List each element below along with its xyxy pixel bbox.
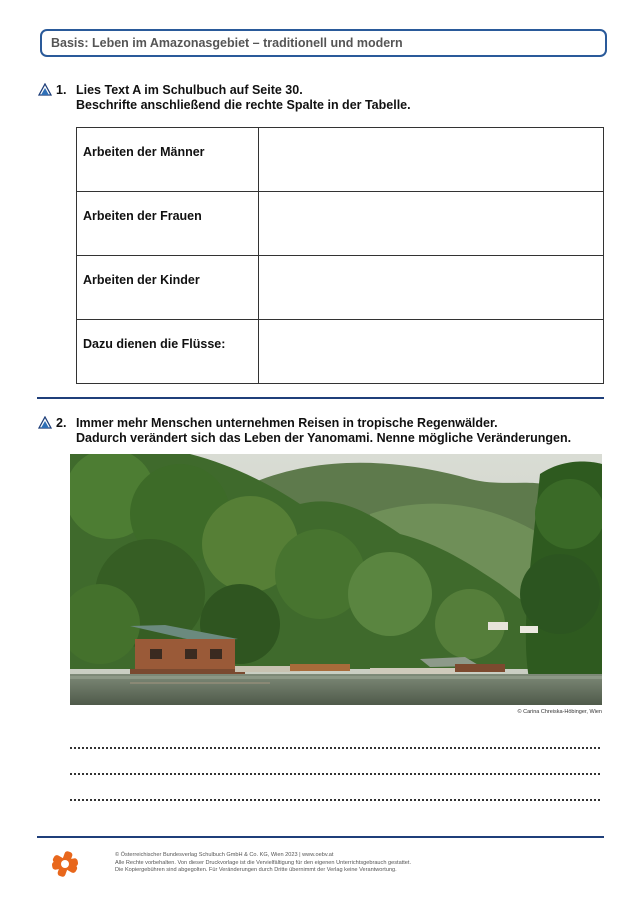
row-label: Arbeiten der Frauen (77, 192, 259, 256)
photo-credit: © Carina Chreiska-Höbinger, Wien (517, 709, 602, 715)
answer-cell[interactable] (259, 256, 604, 320)
answer-table (76, 127, 604, 384)
footer-line: Alle Rechte vorbehalten. Von dieser Druckvorlage ist die Vervielfältigung für den eigenen Unterrichtsgebrauch gestattet. (115, 859, 412, 866)
task-instruction-line: Lies Text A im Schulbuch auf Seite 30. (76, 83, 303, 97)
task-2 (38, 416, 608, 448)
publisher-logo-icon (50, 849, 80, 879)
answer-line[interactable] (70, 747, 600, 749)
rainforest-river-photo (70, 454, 602, 705)
task-number: 2. (56, 416, 67, 430)
row-label: Arbeiten der Männer (77, 128, 259, 192)
task-1 (38, 83, 598, 115)
table-row (77, 256, 604, 320)
footer-line: Die Kopiergebühren sind abgegolten. Für Veränderungen durch Dritte übernimmt der Verlag keine Verantwortung. (115, 867, 397, 874)
answer-line[interactable] (70, 799, 600, 801)
answer-line[interactable] (70, 773, 600, 775)
row-label: Arbeiten der Kinder (77, 256, 259, 320)
answer-cell[interactable] (259, 320, 604, 384)
table-row (77, 128, 604, 192)
task-instruction-line: Immer mehr Menschen unternehmen Reisen in tropische Regenwälder. (76, 416, 498, 430)
table-row (77, 320, 604, 384)
mountain-triangle-icon (38, 416, 52, 429)
footer-divider (37, 836, 604, 838)
task-number: 1. (56, 83, 67, 97)
table-row (77, 192, 604, 256)
section-divider (37, 397, 604, 399)
task-instruction-line: Beschrifte anschließend die rechte Spalte in der Tabelle. (76, 98, 411, 112)
worksheet-title: Basis: Leben im Amazonasgebiet – traditionell und modern (40, 29, 607, 57)
answer-cell[interactable] (259, 192, 604, 256)
mountain-triangle-icon (38, 83, 52, 96)
footer-copyright (115, 852, 411, 875)
row-label: Dazu dienen die Flüsse: (77, 320, 259, 384)
task-instruction-line: Dadurch verändert sich das Leben der Yanomami. Nenne mögliche Veränderungen. (76, 431, 572, 445)
answer-cell[interactable] (259, 128, 604, 192)
footer-line: © Österreichischer Bundesverlag Schulbuch GmbH & Co. KG, Wien 2023 | www.oebv.at (115, 852, 334, 858)
